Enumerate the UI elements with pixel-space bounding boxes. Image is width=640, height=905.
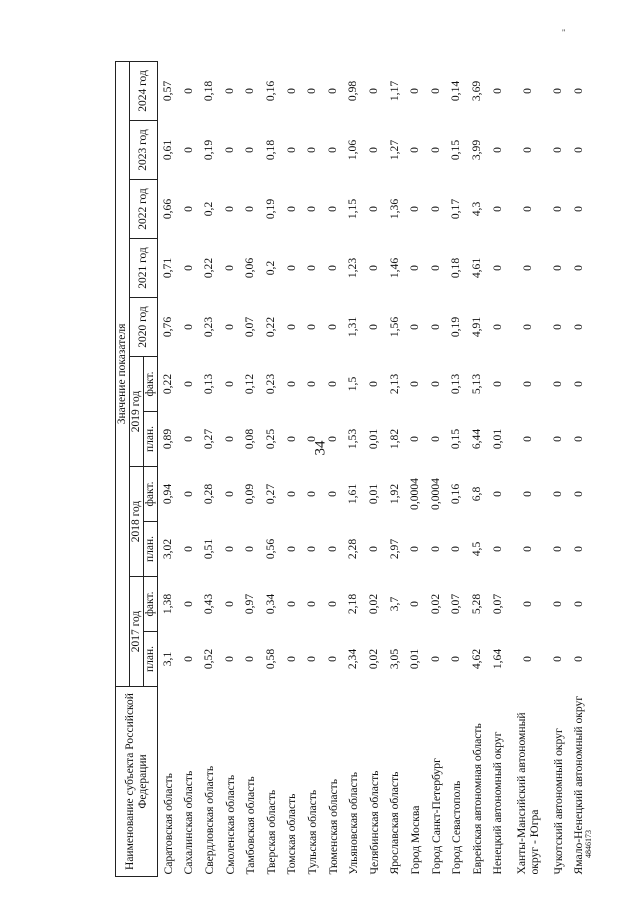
value-cell: 0 <box>520 656 534 662</box>
value-cell: 0 <box>520 436 534 442</box>
value-cell: 0 <box>325 601 339 607</box>
value-cell: 0 <box>305 147 319 153</box>
value-cell: 0,52 <box>202 648 216 670</box>
value-cell: 0 <box>222 436 236 442</box>
value-cell: 0 <box>551 601 565 607</box>
value-cell: 0,57 <box>161 80 174 102</box>
value-cell: 0 <box>490 88 504 94</box>
value-cell: 0,0004 <box>408 478 422 510</box>
value-cell: 0,01 <box>366 483 380 505</box>
value-cell: 0,19 <box>449 316 463 338</box>
subject-name-cell: Ярославская область <box>388 771 402 875</box>
value-cell: 0 <box>551 491 565 497</box>
table-row <box>261 61 282 876</box>
header-year-2017: 2017 год <box>130 577 144 687</box>
value-cell: 1,17 <box>387 80 401 102</box>
value-cell: 0 <box>408 546 422 552</box>
value-cell: 0 <box>571 436 585 442</box>
value-cell: 4,3 <box>469 201 483 217</box>
value-cell: 4,5 <box>469 541 483 557</box>
subject-name-cell: Чукотский автономный округ <box>551 728 565 875</box>
value-cell: 0,71 <box>161 257 174 279</box>
value-cell: 2,28 <box>346 538 360 560</box>
value-cell: 0,13 <box>449 373 463 395</box>
value-cell: 0 <box>222 265 236 271</box>
value-cell: 0,02 <box>366 593 380 615</box>
value-cell: 0 <box>325 324 339 330</box>
table-row <box>405 61 426 876</box>
value-cell: 0,23 <box>202 316 216 338</box>
header-year-2019: 2019 год <box>130 357 144 467</box>
value-cell: 3,02 <box>161 538 174 560</box>
value-cell: 1,27 <box>387 139 401 161</box>
value-cell: 0 <box>366 546 380 552</box>
value-cell: 1,53 <box>346 428 360 450</box>
value-cell: 0 <box>551 324 565 330</box>
value-cell: 0,16 <box>263 80 277 102</box>
value-cell: 0 <box>551 206 565 212</box>
value-cell: 0,17 <box>449 198 463 220</box>
value-cell: 0,07 <box>490 593 504 615</box>
value-cell: 0 <box>284 491 298 497</box>
value-cell: 0,22 <box>202 257 216 279</box>
value-cell: 0 <box>366 88 380 94</box>
value-cell: 0,58 <box>263 648 277 670</box>
value-cell: 0 <box>520 381 534 387</box>
value-cell: 0 <box>284 601 298 607</box>
value-cell: 0,18 <box>202 80 216 102</box>
header-fact: факт. <box>144 467 158 522</box>
value-cell: 0 <box>181 206 195 212</box>
value-cell: 0 <box>551 147 565 153</box>
value-cell: 1,61 <box>346 483 360 505</box>
header-year-2020: 2020 год <box>130 298 158 357</box>
value-cell: 0,27 <box>263 483 277 505</box>
value-cell: 0 <box>284 546 298 552</box>
value-cell: 0 <box>366 381 380 387</box>
table-row <box>364 61 385 876</box>
table-row <box>302 61 323 876</box>
value-cell: 0 <box>305 265 319 271</box>
value-cell: 5,28 <box>469 593 483 615</box>
table-row <box>446 61 467 876</box>
value-cell: 0 <box>284 656 298 662</box>
value-cell: 6,44 <box>469 428 483 450</box>
value-cell: 0 <box>571 491 585 497</box>
value-cell: 0 <box>408 601 422 607</box>
value-cell: 1,56 <box>387 316 401 338</box>
value-cell: 0 <box>520 491 534 497</box>
value-cell: 0 <box>428 88 442 94</box>
value-cell: 0,76 <box>161 316 174 338</box>
table-row <box>158 61 179 876</box>
value-cell: 0 <box>181 436 195 442</box>
subject-name-cell: Тульская область <box>305 789 319 875</box>
value-cell: 0,19 <box>202 139 216 161</box>
value-cell: 0 <box>490 324 504 330</box>
value-cell: 0,19 <box>263 198 277 220</box>
value-cell: 0 <box>551 265 565 271</box>
value-cell: 0 <box>325 381 339 387</box>
value-cell: 0 <box>428 265 442 271</box>
value-cell: 0,08 <box>243 428 257 450</box>
value-cell: 0 <box>571 206 585 212</box>
value-cell: 2,34 <box>346 648 360 670</box>
value-cell: 0 <box>325 88 339 94</box>
value-cell: 0 <box>222 88 236 94</box>
value-cell: 0 <box>181 546 195 552</box>
table-row <box>220 61 241 876</box>
value-cell: 0 <box>222 491 236 497</box>
value-cell: 0 <box>222 206 236 212</box>
value-cell: 0 <box>551 88 565 94</box>
value-cell: 0 <box>325 206 339 212</box>
table-row <box>343 61 364 876</box>
value-cell: 0 <box>571 265 585 271</box>
table-body <box>158 61 590 876</box>
value-cell: 0 <box>490 206 504 212</box>
subject-name-cell: Ульяновская область <box>347 771 361 875</box>
value-cell: 0 <box>428 147 442 153</box>
value-cell: 0,61 <box>161 139 174 161</box>
table-row <box>426 61 447 876</box>
value-cell: 2,13 <box>387 373 401 395</box>
header-plan: план. <box>144 412 158 467</box>
subject-name-cell: Ямало-Ненецкий автономный округ <box>572 695 586 875</box>
rotated-table-area <box>115 57 586 877</box>
value-cell: 0,18 <box>263 139 277 161</box>
value-cell: 0,15 <box>449 139 463 161</box>
value-cell: 0 <box>520 206 534 212</box>
header-year-2024: 2024 год <box>130 61 158 120</box>
value-cell: 0 <box>428 324 442 330</box>
value-cell: 0,94 <box>161 483 174 505</box>
value-cell: 0 <box>325 436 339 442</box>
value-cell: 0 <box>305 656 319 662</box>
value-cell: 1,36 <box>387 198 401 220</box>
value-cell: 0 <box>571 656 585 662</box>
value-cell: 0 <box>571 324 585 330</box>
value-cell: 0,07 <box>449 593 463 615</box>
value-cell: 0,01 <box>366 428 380 450</box>
value-cell: 0 <box>428 546 442 552</box>
value-cell: 0 <box>181 265 195 271</box>
value-cell: 0,22 <box>263 316 277 338</box>
document-id: 4846173 <box>584 830 593 858</box>
table-row <box>508 61 548 876</box>
value-cell: 0 <box>490 546 504 552</box>
value-cell: 0 <box>551 656 565 662</box>
value-cell: 0,06 <box>243 257 257 279</box>
table-row <box>240 61 261 876</box>
value-cell: 0 <box>551 381 565 387</box>
value-cell: 0,97 <box>243 593 257 615</box>
value-cell: 0 <box>428 206 442 212</box>
value-cell: 0 <box>520 601 534 607</box>
value-cell: 0 <box>449 546 463 552</box>
table-row <box>282 61 303 876</box>
value-cell: 0 <box>428 381 442 387</box>
value-cell: 0,22 <box>161 373 174 395</box>
value-cell: 0 <box>325 147 339 153</box>
value-cell: 1,06 <box>346 139 360 161</box>
value-cell: 4,91 <box>469 316 483 338</box>
value-cell: 1,15 <box>346 198 360 220</box>
value-cell: 0 <box>284 324 298 330</box>
table-row <box>385 61 406 876</box>
value-cell: 0 <box>551 436 565 442</box>
value-cell: 0,51 <box>202 538 216 560</box>
subject-name-cell: Ненецкий автономный округ <box>491 731 505 875</box>
value-cell: 0 <box>571 381 585 387</box>
value-cell: 0 <box>305 206 319 212</box>
value-cell: 1,31 <box>346 316 360 338</box>
subject-name-cell: Тюменская область <box>326 778 340 875</box>
header-year-2018: 2018 год <box>130 467 144 577</box>
value-cell: 0 <box>520 147 534 153</box>
value-cell: 0 <box>408 147 422 153</box>
value-cell: 3,99 <box>469 139 483 161</box>
header-fact: факт. <box>144 577 158 632</box>
value-cell: 0 <box>449 656 463 662</box>
subject-name-cell: Свердловская область <box>202 765 216 875</box>
table-row <box>488 61 509 876</box>
value-cell: 0,56 <box>263 538 277 560</box>
header-subject-name: Наименование субъекта Российской Федерации <box>116 687 158 877</box>
value-cell: 0 <box>243 88 257 94</box>
value-cell: 0,07 <box>243 316 257 338</box>
value-cell: 0 <box>408 381 422 387</box>
value-cell: 0 <box>284 88 298 94</box>
subject-name-cell: Сахалинская область <box>182 770 196 875</box>
value-cell: 0 <box>305 381 319 387</box>
value-cell: 0 <box>366 147 380 153</box>
value-cell: 0 <box>243 546 257 552</box>
value-cell: 0,2 <box>202 201 216 217</box>
header-plan: план. <box>144 632 158 687</box>
value-cell: 0 <box>243 206 257 212</box>
value-cell: 0 <box>428 656 442 662</box>
value-cell: 0,25 <box>263 428 277 450</box>
indicator-table <box>115 61 589 877</box>
subject-name-cell: Город Санкт-Петербург <box>429 758 443 875</box>
value-cell: 5,13 <box>469 373 483 395</box>
value-cell: 0 <box>325 265 339 271</box>
value-cell: 0 <box>428 436 442 442</box>
table-row <box>548 61 569 876</box>
value-cell: 0,01 <box>408 648 422 670</box>
value-cell: 2,18 <box>346 593 360 615</box>
value-cell: 0 <box>181 324 195 330</box>
value-cell: 0 <box>181 381 195 387</box>
value-cell: 0 <box>366 206 380 212</box>
value-cell: 0 <box>520 265 534 271</box>
value-cell: 0 <box>284 147 298 153</box>
value-cell: 0,12 <box>243 373 257 395</box>
value-cell: 0 <box>243 656 257 662</box>
value-cell: 0 <box>181 147 195 153</box>
value-cell: 0,02 <box>366 648 380 670</box>
value-cell: 3,69 <box>469 80 483 102</box>
table-row <box>569 61 590 876</box>
value-cell: 1,38 <box>161 593 174 615</box>
value-cell: 0,66 <box>161 198 174 220</box>
value-cell: 4,61 <box>469 257 483 279</box>
subject-name-cell: Тамбовская область <box>244 776 258 875</box>
value-cell: 0 <box>305 88 319 94</box>
subject-name-cell: Ханты-Мансийский автономный округ - Югра <box>515 712 542 875</box>
value-cell: 0,14 <box>449 80 463 102</box>
subject-name-cell: Еврейская автономная область <box>470 723 484 875</box>
value-cell: 0,16 <box>449 483 463 505</box>
value-cell: 1,5 <box>346 376 360 392</box>
value-cell: 0 <box>366 324 380 330</box>
value-cell: 0,28 <box>202 483 216 505</box>
value-cell: 6,8 <box>469 486 483 502</box>
value-cell: 0 <box>571 546 585 552</box>
value-cell: 0,18 <box>449 257 463 279</box>
value-cell: 3,05 <box>387 648 401 670</box>
value-cell: 4,62 <box>469 648 483 670</box>
value-cell: 0 <box>325 546 339 552</box>
value-cell: 0 <box>284 265 298 271</box>
table-row <box>323 61 344 876</box>
value-cell: 0 <box>520 546 534 552</box>
value-cell: 1,46 <box>387 257 401 279</box>
table-row <box>199 61 220 876</box>
header-fact: факт. <box>144 357 158 412</box>
value-cell: 0 <box>305 601 319 607</box>
value-cell: 1,92 <box>387 483 401 505</box>
value-cell: 0,98 <box>346 80 360 102</box>
value-cell: 0,43 <box>202 593 216 615</box>
value-cell: 0 <box>222 147 236 153</box>
value-cell: 0 <box>366 265 380 271</box>
value-cell: 0,34 <box>263 593 277 615</box>
value-cell: 0,23 <box>263 373 277 395</box>
value-cell: 0 <box>305 491 319 497</box>
value-cell: 0,15 <box>449 428 463 450</box>
value-cell: 0 <box>571 147 585 153</box>
value-cell: 2,97 <box>387 538 401 560</box>
subject-name-cell: Город Севастополь <box>450 780 464 875</box>
subject-name-cell: Смоленская область <box>223 774 237 875</box>
value-cell: 0 <box>243 147 257 153</box>
value-cell: 0,0004 <box>428 478 442 510</box>
header-year-2022: 2022 год <box>130 180 158 239</box>
value-cell: 0 <box>408 88 422 94</box>
value-cell: 0 <box>490 491 504 497</box>
value-cell: 0 <box>408 324 422 330</box>
subject-name-cell: Тверская область <box>264 789 278 875</box>
value-cell: 0 <box>325 656 339 662</box>
value-cell: 0,02 <box>428 593 442 615</box>
value-cell: 0 <box>284 206 298 212</box>
value-cell: 0 <box>408 206 422 212</box>
header-year-2023: 2023 год <box>130 121 158 180</box>
value-cell: 0,13 <box>202 373 216 395</box>
value-cell: 0,2 <box>263 260 277 276</box>
subject-name-cell: Город Москва <box>408 805 422 875</box>
value-cell: 0 <box>305 546 319 552</box>
value-cell: 0,27 <box>202 428 216 450</box>
header-plan: план. <box>144 522 158 577</box>
value-cell: 0 <box>305 436 319 442</box>
value-cell: 0 <box>305 324 319 330</box>
table-row <box>467 61 488 876</box>
value-cell: 0 <box>181 88 195 94</box>
value-cell: 1,23 <box>346 257 360 279</box>
value-cell: 0 <box>181 601 195 607</box>
value-cell: 0 <box>284 436 298 442</box>
corner-mark: " <box>562 28 566 37</box>
value-cell: 0 <box>490 265 504 271</box>
value-cell: 0 <box>490 147 504 153</box>
subject-name-cell: Челябинская область <box>367 770 381 875</box>
value-cell: 3,7 <box>387 596 401 612</box>
value-cell: 0 <box>284 381 298 387</box>
value-cell: 0 <box>222 601 236 607</box>
value-cell: 1,64 <box>490 648 504 670</box>
value-cell: 0 <box>408 436 422 442</box>
value-cell: 0 <box>571 601 585 607</box>
value-cell: 0,01 <box>490 428 504 450</box>
value-cell: 0 <box>181 491 195 497</box>
table-row <box>179 61 200 876</box>
value-cell: 0 <box>222 656 236 662</box>
value-cell: 0 <box>325 491 339 497</box>
value-cell: 0 <box>222 546 236 552</box>
value-cell: 0,89 <box>161 428 174 450</box>
value-cell: 3,1 <box>161 651 174 667</box>
header-value-group: Значение показателя <box>116 61 130 686</box>
value-cell: 0 <box>222 324 236 330</box>
value-cell: 0 <box>571 88 585 94</box>
page-number: 34 <box>312 440 328 456</box>
value-cell: 0 <box>181 656 195 662</box>
value-cell: 0 <box>490 381 504 387</box>
value-cell: 1,82 <box>387 428 401 450</box>
value-cell: 0 <box>551 546 565 552</box>
subject-name-cell: Томская область <box>285 793 299 875</box>
value-cell: 0 <box>408 265 422 271</box>
value-cell: 0 <box>222 381 236 387</box>
value-cell: 0 <box>520 88 534 94</box>
value-cell: 0,09 <box>243 483 257 505</box>
value-cell: 0 <box>520 324 534 330</box>
subject-name-cell: Саратовская область <box>161 773 175 875</box>
header-year-2021: 2021 год <box>130 239 158 298</box>
